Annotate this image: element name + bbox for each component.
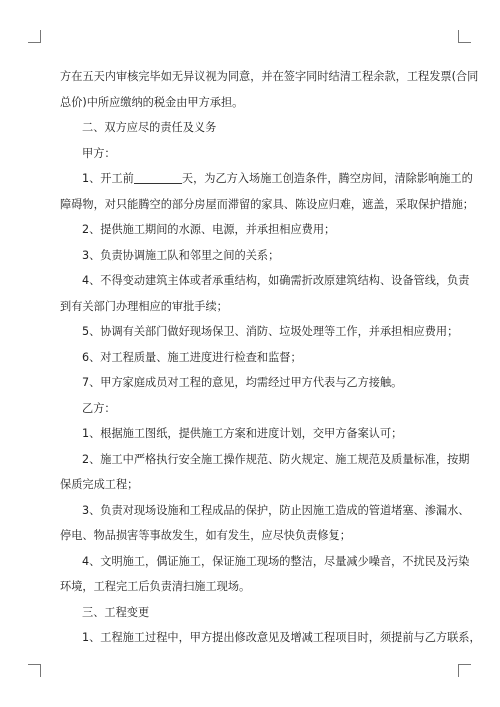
paragraph-line: 到有关部门办理相应的审批手续； <box>60 299 228 313</box>
crop-mark-bottom-right <box>458 664 471 677</box>
paragraph-line: 6、对工程质量、施工进度进行检查和监督； <box>82 350 302 364</box>
section-heading: 二、双方应尽的责任及义务 <box>82 121 217 134</box>
paragraph-line: 4、不得变动建筑主体或者承重结构，如确需折改原建筑结构、设备管线，负责 <box>82 274 470 287</box>
paragraph-line: 障碍物，对只能腾空的部分房屋而滞留的家具、陈设应归难，遮盖，采取保护措施； <box>60 197 474 211</box>
document-body <box>60 64 481 651</box>
section-heading: 三、工程变更 <box>82 605 150 619</box>
clause-prefix: 1、开工前 <box>82 172 134 185</box>
crop-mark-top-right <box>458 30 471 43</box>
party-heading: 乙方： <box>82 401 116 415</box>
fill-in-blank <box>134 171 182 184</box>
paragraph-line: 2、提供施工期间的水源、电源，并承担相应费用； <box>82 223 336 236</box>
paragraph-line: 2、施工中严格执行安全施工操作规范、防火规定、施工规范及质量标准，按期 <box>82 452 470 466</box>
paragraph-line: 3、负责协调施工队和邻里之间的关系； <box>82 248 280 262</box>
paragraph-line: 3、负责对现场设施和工程成品的保护，防止因施工造成的管道堵塞、渗漏水、 <box>82 503 470 517</box>
paragraph-line: 7、甲方家庭成员对工程的意见，均需经过甲方代表与乙方接触。 <box>82 376 403 389</box>
paragraph-line: 停电、物品损害等事故发生，如有发生，应尽快负责修复； <box>60 529 351 542</box>
paragraph-line: 环境，工程完工后负责清扫施工现场。 <box>60 580 251 593</box>
paragraph-line <box>60 166 473 192</box>
paragraph-line: 5、协调有关部门做好现场保卫、消防、垃圾处理等工作，并承担相应费用； <box>82 325 459 338</box>
crop-mark-top-left <box>28 30 41 43</box>
clause-suffix: 天，为乙方入场施工创造条件，腾空房间，清除影响施工的 <box>181 172 473 185</box>
crop-mark-bottom-left <box>28 664 41 677</box>
paragraph-line: 1、根据施工图纸，提供施工方案和进度计划，交甲方备案认可； <box>82 427 403 440</box>
paragraph-line: 保质完成工程； <box>60 478 139 491</box>
party-heading: 甲方： <box>82 146 116 160</box>
paragraph-line: 4、文明施工，偶证施工，保证施工现场的整洁，尽量减少噪音，不扰民及污染 <box>82 554 470 568</box>
paragraph-line: 方在五天内审核完毕如无异议视为同意，并在签字同时结清工程余款，工程发票(合同 <box>60 70 479 83</box>
paragraph-line: 总价)中所应缴纳的税金由甲方承担。 <box>60 95 244 109</box>
paragraph-line: 1、工程施工过程中，甲方提出修改意见及增减工程项目时，须提前与乙方联系， <box>82 631 481 644</box>
